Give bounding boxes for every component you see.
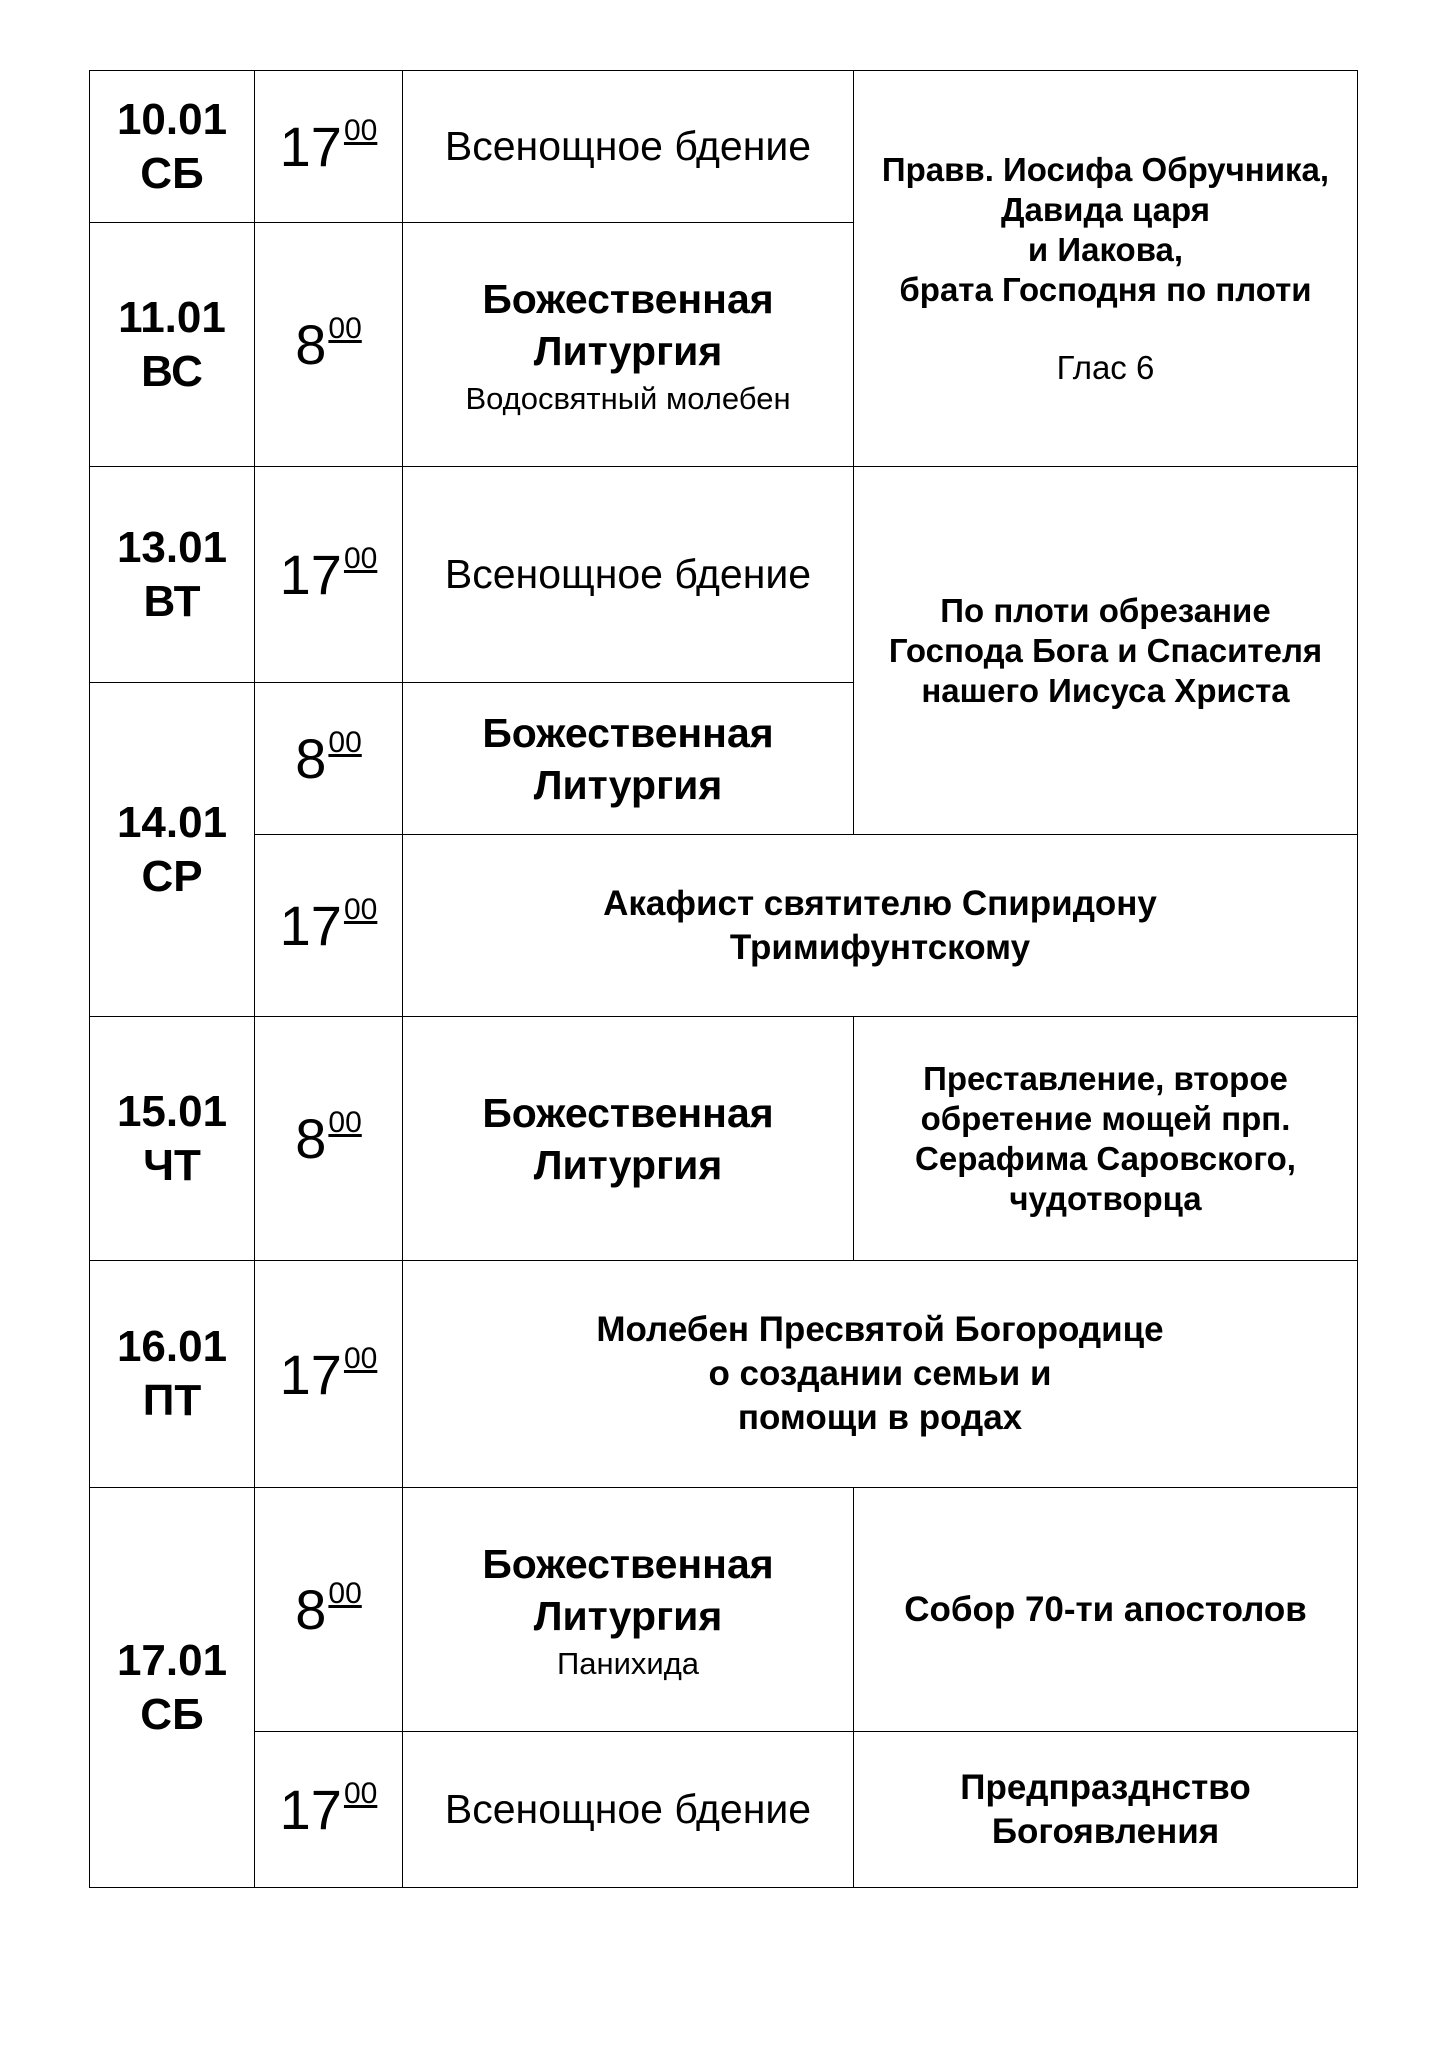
date-cell: [90, 71, 255, 223]
feast-cell: [854, 467, 1358, 835]
feast-line: Преставление, второе: [923, 1059, 1288, 1097]
time-cell: [255, 467, 403, 683]
feast-line: Собор 70-ти апостолов: [904, 1589, 1307, 1629]
date: 10.01: [116, 94, 228, 144]
schedule-row: [90, 1017, 1358, 1261]
time-minutes: 00: [328, 726, 362, 759]
feast-line: Предпразднство: [960, 1767, 1251, 1807]
service-name-line: о создании семьи и: [708, 1354, 1052, 1393]
service-name: Всенощное бдение: [444, 1785, 812, 1832]
feast-line: чудотворца: [1009, 1179, 1202, 1217]
time-minutes: 00: [343, 114, 378, 147]
feast-line: нашего Иисуса Христа: [921, 671, 1290, 709]
date-cell: [90, 223, 255, 467]
time-hour: 17: [279, 894, 342, 957]
service-name-line: Литургия: [533, 327, 723, 374]
feast-line: обретение мощей прп.: [920, 1099, 1291, 1137]
schedule-row: [90, 835, 1358, 1017]
time-hour: 8: [295, 1107, 327, 1170]
time-hour: 17: [279, 1342, 342, 1406]
service-name-line: Литургия: [533, 1592, 723, 1639]
service-name-line: помощи в родах: [737, 1398, 1023, 1437]
feast-line: Господа Бога и Спасителя: [888, 631, 1323, 669]
date: 15.01: [116, 1086, 228, 1136]
feast-cell: [854, 1017, 1358, 1261]
time-minutes: 00: [343, 1777, 378, 1810]
schedule-row: [90, 1488, 1358, 1732]
feast-line: Давида царя: [1001, 190, 1210, 228]
feast-line: Серафима Саровского,: [915, 1139, 1296, 1177]
weekday: ВС: [141, 346, 203, 396]
date-cell: [90, 467, 255, 683]
date: 11.01: [118, 292, 226, 342]
service-cell: [403, 1732, 854, 1888]
time-cell: [255, 1488, 403, 1732]
feast-line: Богоявления: [991, 1811, 1220, 1851]
time-cell: [255, 71, 403, 223]
time-minutes: 00: [328, 1577, 362, 1610]
feast-cell: [854, 1732, 1358, 1888]
time-hour: 8: [295, 313, 327, 376]
time-minutes: 00: [343, 893, 378, 926]
date: 13.01: [116, 522, 228, 572]
service-cell-wide: [403, 835, 1358, 1017]
weekday: СР: [141, 851, 203, 901]
service-cell: [403, 223, 854, 467]
time-hour: 8: [295, 727, 327, 790]
schedule-row: [90, 1261, 1358, 1488]
date: 17.01: [116, 1635, 228, 1685]
service-cell: [403, 683, 854, 835]
feast-cell: [854, 71, 1358, 467]
service-name-line: Божественная: [482, 1089, 774, 1136]
service-cell: [403, 71, 854, 223]
service-cell-wide: [403, 1261, 1358, 1488]
tone-label: Глас 6: [1056, 348, 1155, 386]
service-name-line: Литургия: [533, 761, 723, 808]
date-cell: [90, 683, 255, 1017]
date-cell: [90, 1017, 255, 1261]
schedule-row: [90, 71, 1358, 223]
time-hour: 8: [295, 1578, 327, 1641]
date-cell: [90, 1261, 255, 1488]
service-note: Панихида: [556, 1645, 700, 1681]
service-cell: [403, 1488, 854, 1732]
time-hour: 17: [279, 115, 342, 178]
service-name-line: Божественная: [482, 275, 774, 322]
time-minutes: 00: [343, 542, 378, 575]
service-name: Всенощное бдение: [444, 122, 812, 169]
feast-line: брата Господня по плоти: [899, 270, 1312, 308]
feast-line: Правв. Иосифа Обручника,: [881, 150, 1330, 188]
schedule-row: [90, 1732, 1358, 1888]
service-name-line: Литургия: [533, 1141, 723, 1188]
time-cell: [255, 835, 403, 1017]
feast-line: По плоти обрезание: [940, 591, 1271, 629]
date-cell: [90, 1488, 255, 1888]
weekday: СБ: [140, 1689, 204, 1739]
service-cell: [403, 1017, 854, 1261]
schedule-row: [90, 467, 1358, 683]
time-minutes: 00: [328, 1106, 362, 1139]
weekday: ЧТ: [143, 1140, 201, 1190]
date: 14.01: [116, 797, 228, 847]
feast-cell: [854, 1488, 1358, 1732]
time-cell: [255, 683, 403, 835]
service-name-line: Тримифунтскому: [729, 927, 1031, 967]
feast-line: и Иакова,: [1027, 230, 1184, 268]
service-name-line: Божественная: [482, 709, 774, 756]
time-minutes: 00: [328, 312, 362, 345]
service-name-line: Акафист святителю Спиридону: [603, 883, 1157, 923]
service-name-line: Божественная: [482, 1540, 774, 1587]
time-cell: [255, 1017, 403, 1261]
service-name: Всенощное бдение: [444, 550, 812, 597]
time-minutes: 00: [343, 1341, 378, 1375]
service-cell: [403, 467, 854, 683]
service-note: Водосвятный молебен: [465, 380, 791, 416]
weekday: ВТ: [143, 576, 201, 626]
date: 16.01: [116, 1322, 228, 1371]
schedule-table: [89, 70, 1358, 1888]
weekday: СБ: [140, 148, 204, 198]
time-cell: [255, 1261, 403, 1488]
time-cell: [255, 1732, 403, 1888]
weekday: ПТ: [142, 1376, 202, 1425]
time-hour: 17: [279, 543, 342, 606]
service-name-line: Молебен Пресвятой Богородице: [596, 1310, 1164, 1349]
time-hour: 17: [279, 1778, 342, 1841]
time-cell: [255, 223, 403, 467]
